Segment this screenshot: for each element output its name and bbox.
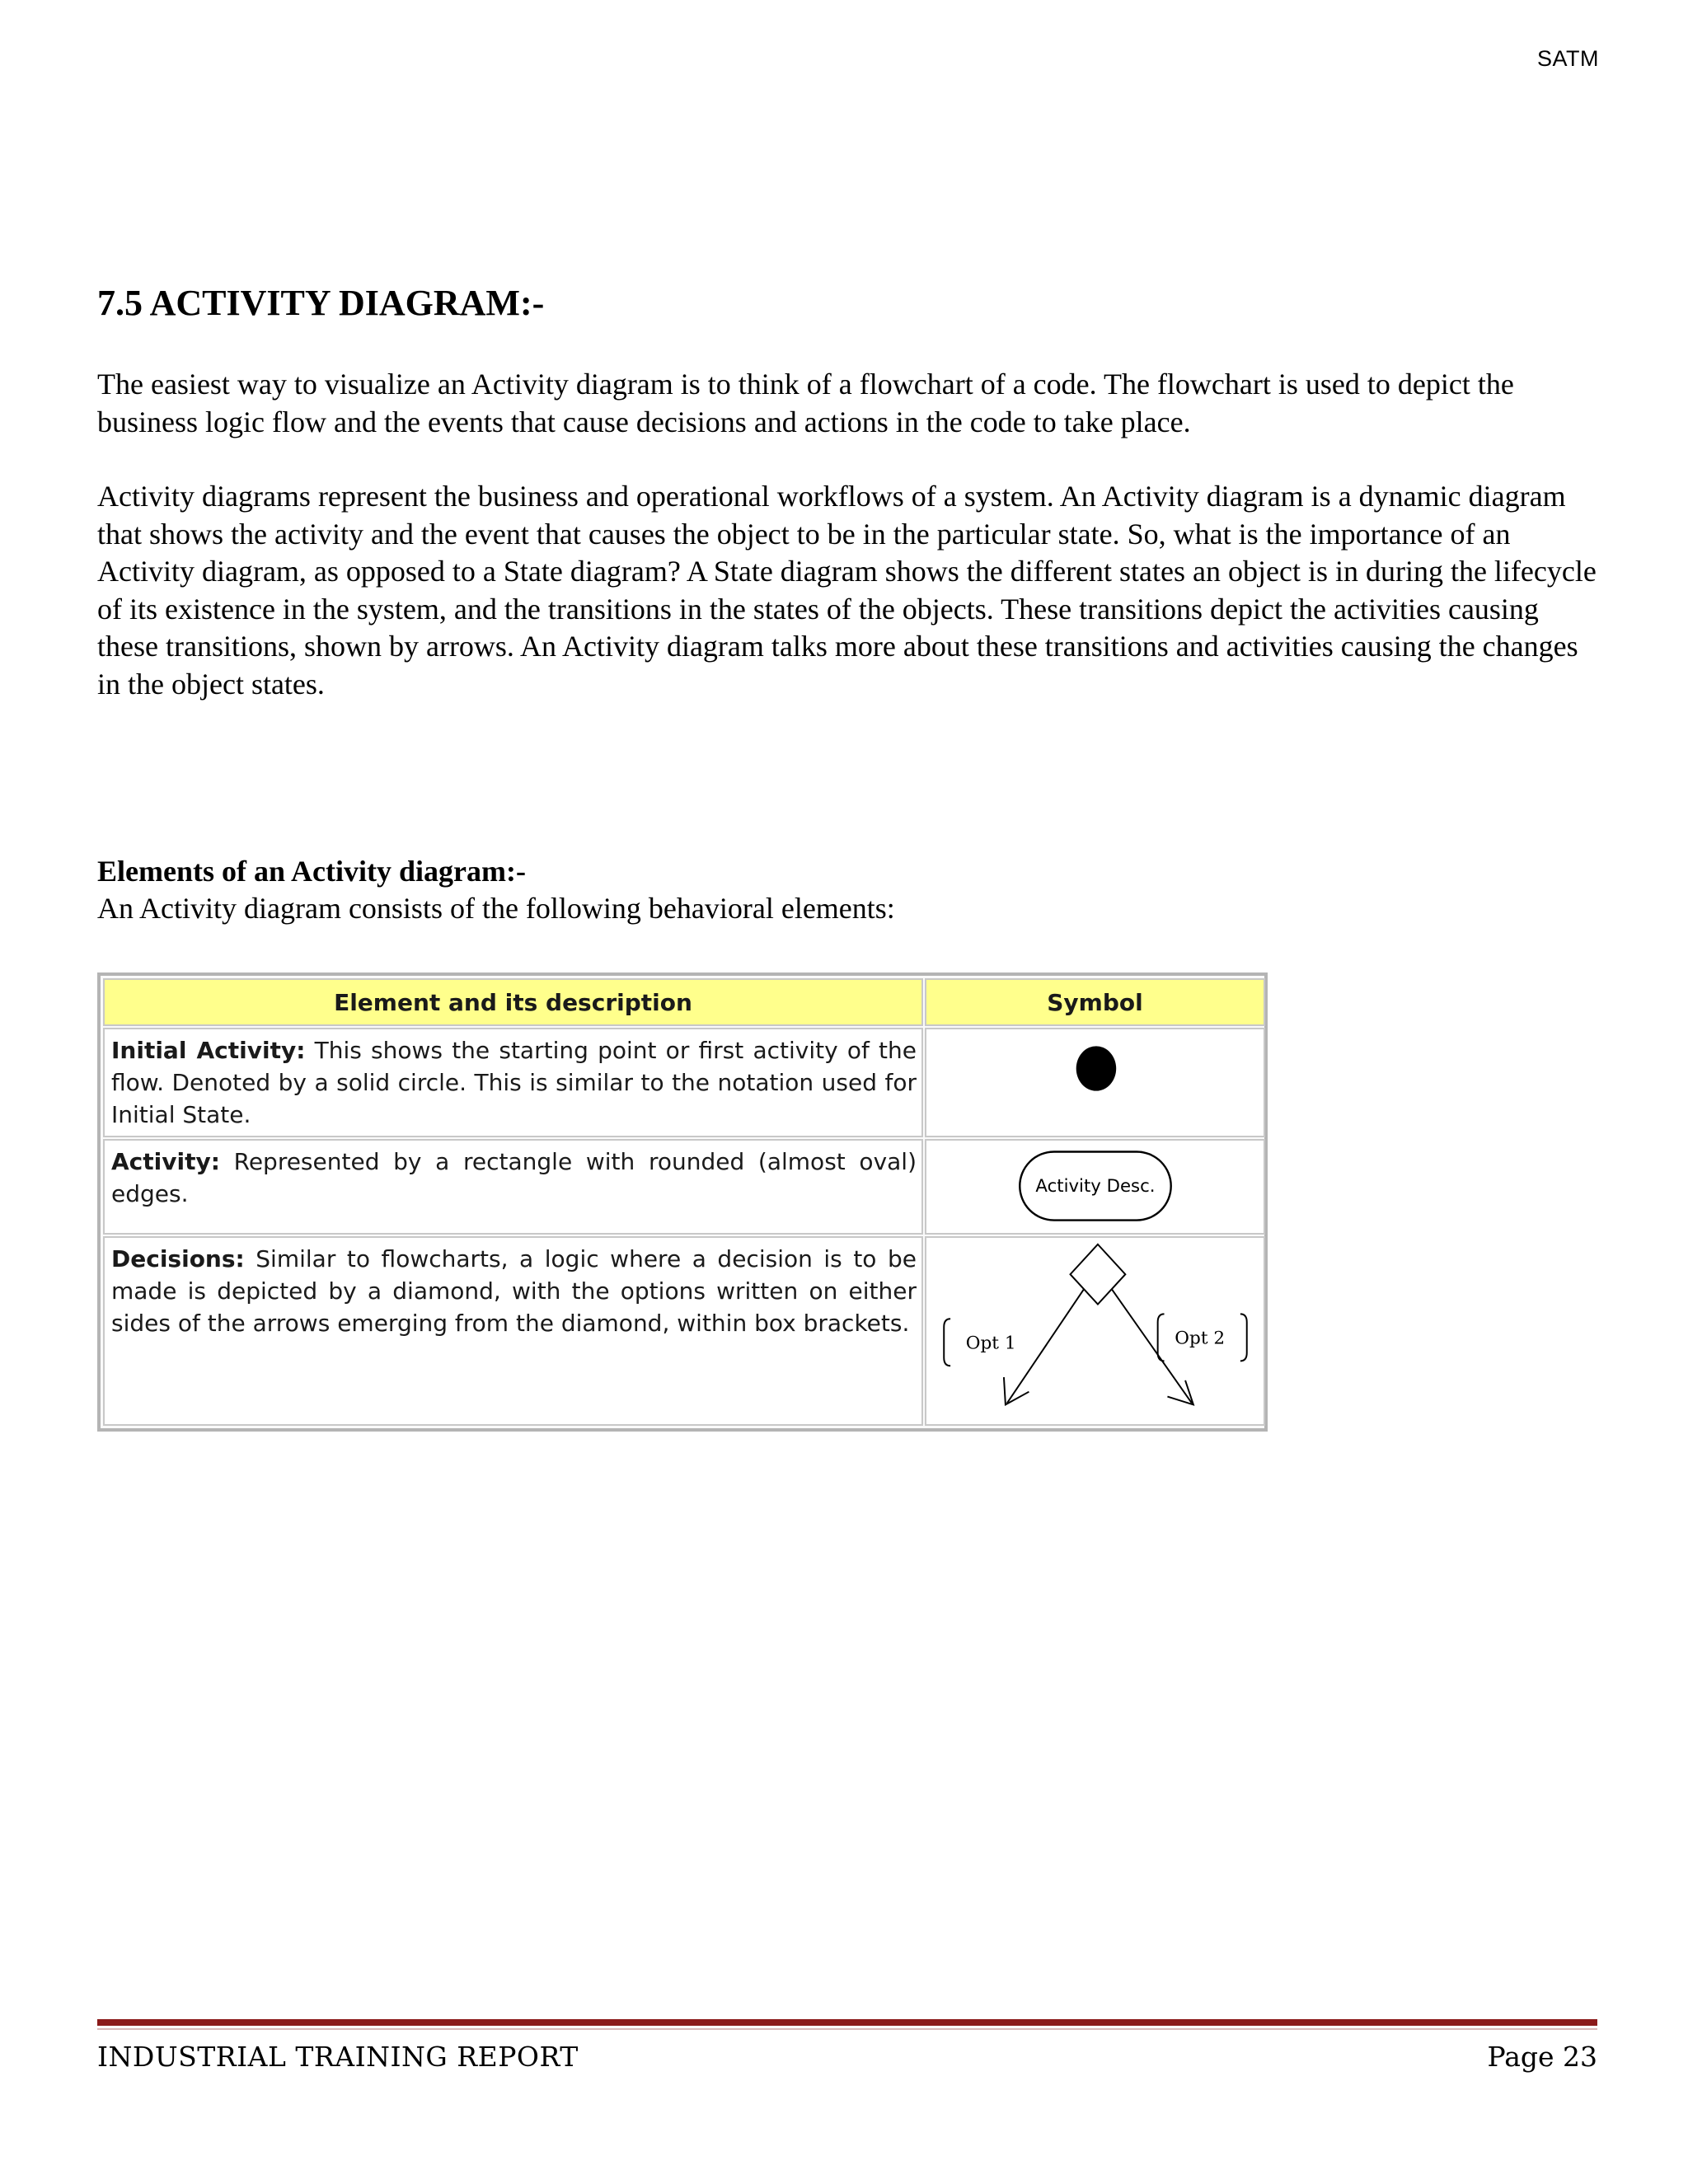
header-org: SATM xyxy=(1537,46,1599,71)
body-paragraph-1: The easiest way to visualize an Activity diagram is to think of a flowchart of a code. The flowchart is used to depict the business logic flow and the events that cause decisions and actions in the code to take place. xyxy=(97,368,1514,438)
table-header-symbol: Symbol xyxy=(925,978,1265,1026)
decision-option-2-label: Opt 2 xyxy=(1175,1328,1226,1349)
element-name: Decisions: xyxy=(111,1245,245,1272)
footer-divider xyxy=(97,2019,1597,2026)
table-row-decisions-description xyxy=(103,1236,923,1426)
footer-divider-thin xyxy=(97,2028,1597,2030)
decision-option-1-label: Opt 1 xyxy=(965,1333,1016,1354)
elements-intro: An Activity diagram consists of the following behavioral elements: xyxy=(97,892,895,925)
element-text: Represented by a rectangle with rounded (almost oval) edges. xyxy=(111,1148,917,1207)
element-name: Initial Activity: xyxy=(111,1037,306,1064)
element-name: Activity: xyxy=(111,1148,220,1175)
table-row-activity-description xyxy=(103,1139,923,1235)
rounded-rectangle-icon xyxy=(926,1141,1264,1233)
section-heading: 7.5 ACTIVITY DIAGRAM:- xyxy=(97,283,545,323)
footer-report-title: INDUSTRIAL TRAINING REPORT xyxy=(97,2041,579,2073)
table-row-activity-symbol xyxy=(925,1139,1265,1235)
solid-circle-icon xyxy=(926,1029,1264,1136)
table-row-initial-activity-symbol xyxy=(925,1028,1265,1137)
element-text: This shows the starting point or first activity of the flow. Denoted by a solid circle. This is similar to the notation used for Initial State. xyxy=(111,1037,917,1128)
body-paragraph-2: Activity diagrams represent the business and operational workflows of a system. An Activity diagram is a dynamic diagram that shows the activity and the event that causes the object to be in the particular state. So, what is the importance of an Activity diagram, as opposed to a State diagram? A State diagram shows the different states an object is in during the lifecycle of its existence in the system, and the transitions in the states of the objects. These transitions depict the activities causing these transitions, shown by arrows. An Activity diagram talks more about these transitions and activities causing the changes in the object states. xyxy=(97,480,1597,701)
activity-symbol-label: Activity Desc. xyxy=(1035,1175,1156,1197)
table-header-description: Element and its description xyxy=(103,978,923,1026)
element-text: Similar to flowcharts, a logic where a decision is to be made is depicted by a diamond, with the options written on either sides of the arrows emerging from the diamond, within box brackets. xyxy=(111,1245,917,1337)
decision-diamond-icon xyxy=(926,1238,1264,1424)
elements-table xyxy=(97,972,1268,1432)
table-row-decisions-symbol xyxy=(925,1236,1265,1426)
footer-page-number: Page 23 xyxy=(1487,2041,1597,2073)
elements-heading: Elements of an Activity diagram:- xyxy=(97,855,526,888)
table-row-initial-activity-description xyxy=(103,1028,923,1137)
